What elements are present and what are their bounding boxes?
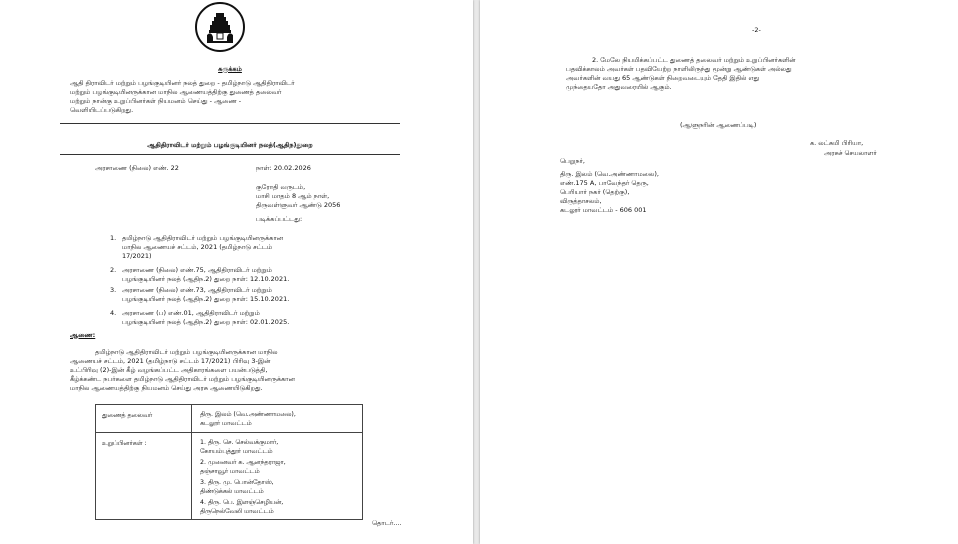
reference-line: அரசாணை (ப) எண்.01, ஆதிதிராவிடர் மற்றும்	[122, 309, 260, 317]
reference-line: பழங்குடியினர் நலத் (ஆதிந.2) துறை நாள்: 02.01.2025.	[122, 318, 290, 326]
address-line: திரு. இலம் (வெ.அண்ணாமலை),	[560, 170, 659, 178]
document-page-2	[480, 0, 958, 544]
divider	[60, 123, 400, 124]
summary-line: ஆதி திராவிடர் மற்றும் பழங்குடியினர் நலத் துறை - தமிழ்நாடு ஆதிதிராவிடர்	[70, 79, 295, 87]
member-district: திண்டுக்கல் மாவட்டம்	[200, 488, 264, 495]
order-line: ஆணையச் சட்டம், 2021 (தமிழ்நாடு சட்டம் 17/2021) பிரிவு 3-இன்	[70, 357, 271, 365]
document-page-1	[0, 0, 473, 544]
reference-number: 4.	[110, 309, 117, 317]
reference-line: பழங்குடியினர் நலத் (ஆதிந.2) துறை நாள்: 12.10.2021.	[122, 275, 290, 283]
order-line: மாநில ஆணையத்திற்கு நியமனம் செய்து அரசு ஆணையிடுகிறது.	[70, 384, 263, 392]
reference-line: தமிழ்நாடு ஆதிதிராவிடர் மற்றும் பழங்குடியினருக்கான	[122, 234, 284, 242]
appointees-table	[95, 404, 363, 520]
tamil-date-line: மாசி மாதம் 8 ஆம் நாள்,	[256, 192, 330, 200]
tamil-date-line: குரோதி வருடம்,	[256, 183, 306, 191]
order-heading: ஆணை:	[70, 331, 96, 339]
read-label: படிக்கப்பட்டது:	[256, 215, 303, 223]
signatory-name: க. லட்சுமி பிரியா,	[810, 139, 864, 147]
by-order-text: (ஆளுநரின் ஆணைப்படி)	[680, 121, 757, 129]
summary-line: மற்றும் நான்கு உறுப்பினர்கள் நியமனம் செய்து - ஆணை -	[70, 97, 242, 105]
reference-line: அரசாணை (நிலை) எண்.75, ஆதிதிராவிடர் மற்றும்	[122, 266, 272, 274]
member-name: 3. திரு. மு. பொன்தோஸ்,	[200, 479, 274, 486]
summary-line: மற்றும் பழங்குடியினருக்கான மாநில ஆணையத்திற்கு துணைத் தலைவர்	[70, 88, 282, 96]
reference-number: 3.	[110, 286, 117, 294]
address-line: எண்.175 A, பாவேந்தர் தெரு,	[560, 179, 649, 187]
go-number: அரசாணை (நிலை) எண். 22	[95, 164, 179, 172]
members-label: உறுப்பினர்கள் :	[102, 440, 147, 447]
reference-line: 17/2021)	[122, 252, 152, 260]
address-line: கடலூர் மாவட்டம் - 606 001	[560, 206, 647, 214]
address-line: விருத்தாசலம்,	[560, 197, 602, 205]
member-district: கோயம்புத்தூர் மாவட்டம்	[200, 448, 273, 455]
paragraph-line: பதவிக்காலம் அவர்கள் பதவியேற்ற நாளிலிருந்து மூன்று ஆண்டுகள் அல்லது	[566, 65, 792, 73]
paragraph-line: முந்தையதோ அதுவரையில் ஆகும்.	[566, 83, 672, 91]
reference-number: 1.	[110, 234, 117, 242]
tamil-nadu-emblem-icon	[195, 2, 245, 52]
recipient-label: பெறுநர்,	[560, 157, 585, 165]
reference-number: 2.	[110, 266, 117, 274]
summary-line: வெளியிடப்படுகிறது.	[70, 106, 134, 114]
reference-line: அரசாணை (நிலை) எண்.73, ஆதிதிராவிடர் மற்றும்	[122, 286, 272, 294]
member-district: தஞ்சாவூர் மாவட்டம்	[200, 468, 260, 475]
paragraph-line: 2. மேலே நியமிக்கப்பட்ட துணைத் தலைவர் மற்றும் உறுப்பினர்களின்	[592, 56, 796, 64]
continued-marker: தொடர்....	[372, 519, 402, 527]
vice-chairman-district: கடலூர் மாவட்டம்	[200, 420, 252, 427]
vice-chairman-label: துணைத் தலைவர்	[102, 412, 153, 419]
member-name: 4. திரு. பெ. இளஞ்செழியன்,	[200, 499, 284, 506]
member-district: திருநெல்வேலி மாவட்டம்	[200, 508, 274, 515]
go-date: நாள்: 20.02.2026	[256, 164, 311, 172]
vice-chairman-name: திரு. இலம் (வெ.அண்ணாமலை),	[200, 411, 296, 418]
summary-heading: சுருக்கம்	[218, 65, 242, 73]
reference-line: பழங்குடியினர் நலத் (ஆதிந.2) துறை நாள்: 15.10.2021.	[122, 295, 290, 303]
signatory-title: அரசுச் செயலாளர்	[824, 149, 877, 157]
member-name: 1. திரு. செ. செல்வக்குமார்,	[200, 439, 279, 446]
order-line: உட்பிரிவு (2)-இன் கீழ் வழங்கப்பட்ட அதிகாரங்களை பயன்படுத்தி,	[70, 366, 268, 374]
address-line: பெரியார் நகர் (தெற்கு),	[560, 188, 630, 196]
order-line: தமிழ்நாடு ஆதிதிராவிடர் மற்றும் பழங்குடியினருக்கான மாநில	[95, 348, 278, 356]
page-number: -2-	[752, 26, 761, 34]
divider	[60, 154, 400, 155]
tamil-date-line: திருவள்ளுவர் ஆண்டு 2056	[256, 201, 341, 209]
paragraph-line: அவர்களின் வயது 65 ஆண்டுகள் நிறைவடையும் தேதி இதில் எது	[566, 74, 760, 82]
member-name: 2. முனைவர் க. ஆனந்தராஜா,	[200, 459, 286, 466]
order-line: கீழ்க்கண்ட நபர்களை தமிழ்நாடு ஆதிதிராவிடர் மற்றும் பழங்குடியினருக்கான	[70, 375, 295, 383]
reference-line: மாநில ஆணையச் சட்டம், 2021 (தமிழ்நாடு சட்டம்	[122, 243, 273, 251]
department-heading: ஆதிதிராவிடர் மற்றும் பழங்குடியினர் நலத்(ஆதிந)துறை	[147, 141, 313, 149]
